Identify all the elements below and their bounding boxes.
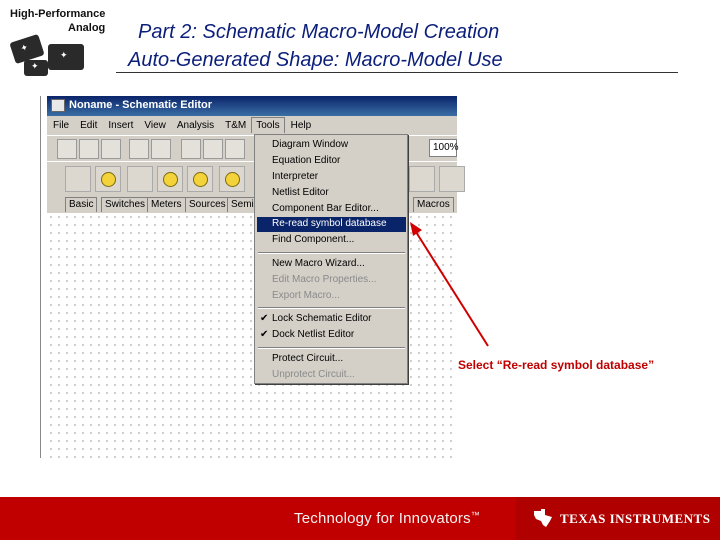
switch-icon[interactable]	[439, 166, 465, 192]
menu-item-component-bar-editor[interactable]: Component Bar Editor...	[272, 203, 379, 214]
ammeter-icon[interactable]	[219, 166, 245, 192]
chip-icon: ✦	[48, 44, 84, 70]
menu-tools[interactable]: Tools	[251, 117, 284, 133]
menu-separator	[258, 252, 405, 254]
window-titlebar	[47, 96, 457, 116]
menu-separator	[258, 347, 405, 349]
company-name: TEXAS INSTRUMENTS	[560, 511, 711, 526]
logo-line1: High-Performance	[10, 8, 106, 20]
tab-macros[interactable]: Macros	[413, 197, 454, 212]
title-divider	[116, 72, 678, 73]
checkmark-icon: ✔	[260, 329, 269, 340]
title-line1: Part 2: Schematic Macro-Model Creation	[138, 21, 500, 43]
footer-bar	[0, 497, 720, 540]
menu-help[interactable]: Help	[290, 120, 312, 131]
menu-file[interactable]: File	[53, 120, 70, 131]
menu-analysis[interactable]: Analysis	[176, 120, 215, 131]
chip-icon: ✦	[24, 60, 48, 76]
tools-menu	[254, 134, 408, 384]
battery-icon[interactable]	[127, 166, 153, 192]
menu-insert[interactable]: Insert	[108, 120, 134, 131]
footer-tagline: Technology for Innovators™	[294, 510, 480, 527]
slide-title	[128, 18, 688, 74]
chip-icon: ✦	[9, 34, 44, 64]
menu-separator	[258, 307, 405, 309]
menu-item-find-component[interactable]: Find Component...	[272, 234, 355, 245]
menu-item-edit-macro-properties[interactable]: Edit Macro Properties...	[272, 274, 377, 285]
paste-icon[interactable]	[151, 139, 171, 159]
menu-item-unprotect-circuit[interactable]: Unprotect Circuit...	[272, 369, 355, 380]
select-icon[interactable]	[181, 139, 201, 159]
voltmeter-icon[interactable]	[187, 166, 213, 192]
ground-icon[interactable]	[65, 166, 91, 192]
menu-item-protect-circuit[interactable]: Protect Circuit...	[272, 353, 344, 364]
menu-item-equation-editor[interactable]: Equation Editor	[272, 155, 341, 166]
open-icon[interactable]	[57, 139, 77, 159]
window-title: Noname - Schematic Editor	[69, 99, 213, 111]
tab-basic[interactable]: Basic	[65, 197, 97, 212]
tab-meters[interactable]: Meters	[147, 197, 186, 212]
pencil-icon[interactable]	[225, 139, 245, 159]
diode-icon[interactable]	[409, 166, 435, 192]
menu-item-reread-symbol-database[interactable]: Re-read symbol database	[257, 217, 406, 232]
wire-icon[interactable]	[203, 139, 223, 159]
checkmark-icon: ✔	[260, 313, 269, 324]
tab-sources[interactable]: Sources	[185, 197, 230, 212]
title-line2: Auto-Generated Shape: Macro-Model Use	[128, 49, 503, 71]
menu-view[interactable]: View	[144, 120, 166, 131]
menu-bar	[47, 116, 457, 135]
source-icon[interactable]	[95, 166, 121, 192]
annotation-callout: Select “Re-read symbol database”	[458, 358, 655, 372]
copy-icon[interactable]	[129, 139, 149, 159]
menu-tm[interactable]: T&M	[225, 120, 247, 131]
lamp-icon[interactable]	[157, 166, 183, 192]
tab-switches[interactable]: Switches	[101, 197, 149, 212]
zoom-box[interactable]: 100%	[429, 139, 457, 157]
menu-item-dock-netlist-editor[interactable]: ✔ Dock Netlist Editor	[260, 329, 355, 340]
menu-item-export-macro[interactable]: Export Macro...	[272, 290, 340, 301]
menu-item-diagram-window[interactable]: Diagram Window	[272, 139, 349, 150]
tab-semi[interactable]: Semi	[227, 197, 258, 212]
menu-item-interpreter[interactable]: Interpreter	[272, 171, 319, 182]
logo-line2: Analog	[68, 22, 106, 34]
texas-icon	[532, 507, 554, 529]
menu-item-lock-schematic-editor[interactable]: ✔ Lock Schematic Editor	[260, 313, 372, 324]
menu-item-netlist-editor[interactable]: Netlist Editor	[272, 187, 329, 198]
ti-logo	[516, 497, 720, 540]
save-icon[interactable]	[79, 139, 99, 159]
folder-icon[interactable]	[101, 139, 121, 159]
high-performance-analog-logo	[6, 4, 110, 80]
menu-edit[interactable]: Edit	[80, 120, 98, 131]
menu-item-new-macro-wizard[interactable]: New Macro Wizard...	[272, 258, 365, 269]
app-icon	[51, 99, 65, 112]
